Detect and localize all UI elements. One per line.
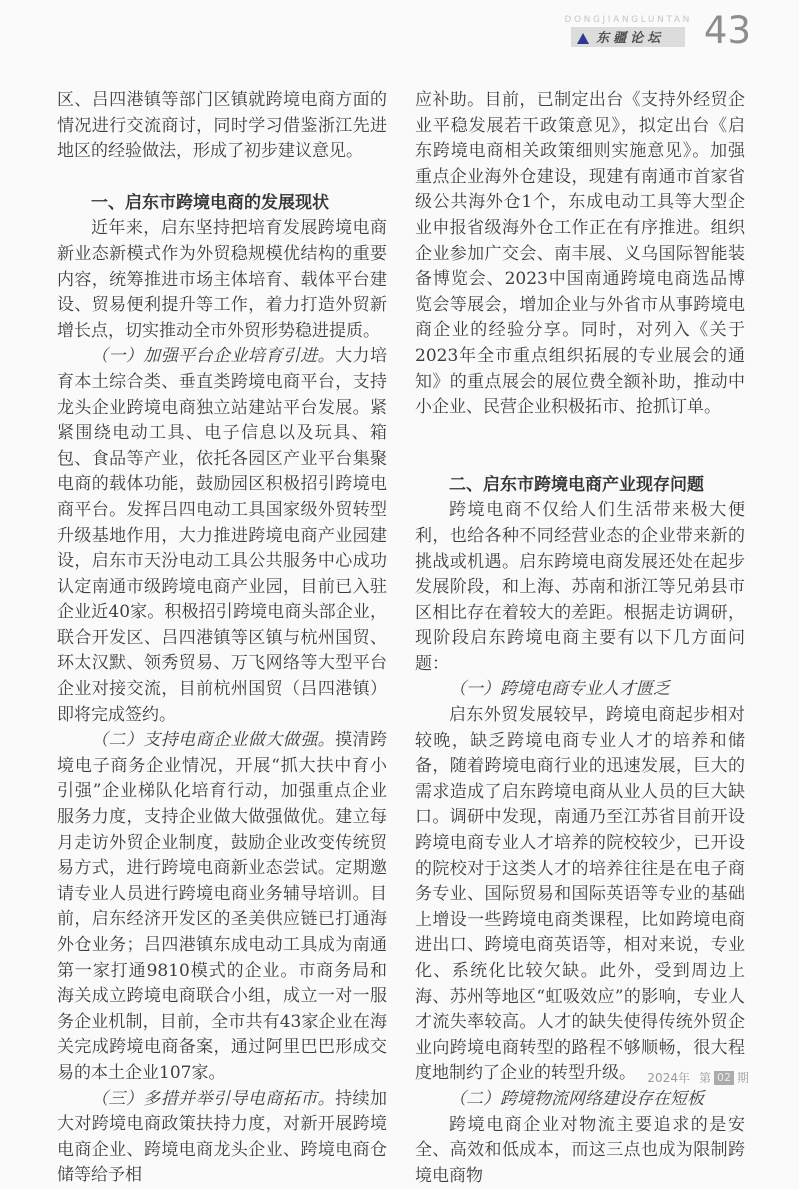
page-header: [564, 9, 751, 52]
section-1-heading: 一、启东市跨境电商的发展现状: [91, 192, 329, 213]
article-body: [57, 88, 745, 1189]
journal-name-cn: 东疆论坛: [596, 31, 665, 46]
page-number: 43: [703, 9, 751, 52]
paragraph-with-lead: [57, 344, 387, 728]
footer-year: 2024年: [647, 1071, 690, 1085]
subsection-2-heading: （二）跨境物流网络建设存在短板: [449, 1088, 704, 1109]
paragraph-continued: 区、吕四港镇等部门区镇就跨境电商方面的情况进行交流商讨，同时学习借鉴浙江先进地区的经验做法，形成了初步建议意见。: [57, 90, 387, 162]
journal-brand: [564, 15, 691, 47]
paragraph: 近年来，启东坚持把培育发展跨境电商新业态新模式作为外贸稳规模优结构的重要内容，统筹推进市场主体培育、载体平台建设、贸易便利提升等工作，着力打造外贸新增长点，切实推动全市外贸形势稳进提质。: [57, 218, 387, 341]
journal-logo-badge: [571, 27, 685, 47]
page-footer: [647, 1069, 749, 1086]
footer-issue-suffix: 期: [736, 1071, 749, 1085]
item-3-text: 持续加大对跨境电商政策扶持力度，对新开展跨境电商企业、跨境电商龙头企业、跨境电商仓储等给予相: [57, 1088, 387, 1186]
item-1-lead: （一）加强平台企业培育引进。: [91, 346, 336, 367]
item-3-lead: （三）多措并举引导电商拓市。: [91, 1088, 336, 1109]
footer-issue-prefix: 第: [698, 1071, 711, 1085]
item-2-text: 摸清跨境电子商务企业情况，开展“抓大扶中育小引强”企业梯队化培育行动，加强重点企业服务力度，支持企业做大做强做优。建立每月走访外贸企业制度，鼓励企业改变传统贸易方式，进行跨境电商新业态尝试。定期邀请专业人员进行跨境电商业务辅导培训。目前，启东经济开发区的圣美供应链已打通海外仓业务；吕四港镇东成电动工具成为南通第一家打通9810模式的企业。市商务局和海关成立跨境电商联合小组，成立一对一服务企业机制，目前，全市共有43家企业在海关完成跨境电商备案，通过阿里巴巴形成交易的本土企业107家。: [57, 730, 387, 1083]
right-column: [415, 88, 745, 1189]
paragraph-with-lead: [57, 1087, 387, 1189]
item-2-lead: （二）支持电商企业做大做强。: [91, 730, 336, 751]
paragraph-continued: 应补助。目前，已制定出台《支持外经贸企业平稳发展若干政策意见》，拟定出台《启东跨境电商相关政策细则实施意见》。加强重点企业海外仓建设，现建有南通市首家省级公共海外仓1个，东成电动工具等大型企业申报省级海外仓工作正在有序推进。组织企业参加广交会、南丰展、义乌国际智能装备博览会、2023中国南通跨境电商选品博览会等展会，增加企业与外省市从事跨境电商企业的经验分享。同时，对列入《关于2023年全市重点组织拓展的专业展会的通知》的重点展会的展位费全额补助，推动中小企业、民营企业积极拓市、抢抓订单。: [415, 90, 745, 418]
paragraph: 启东外贸发展较早，跨境电商起步相对较晚，缺乏跨境电商专业人才的培养和储备，随着跨境电商行业的迅速发展，巨大的需求造成了启东跨境电商从业人员的巨大缺口。调研中发现，南通乃至江苏省目前开设跨境电商专业人才培养的院校较少，已开设的院校对于这类人才的培养往往是在电子商务专业、国际贸易和国际英语等专业的基础上增设一些跨境电商类课程，比如跨境电商进出口、跨境电商英语等，相对来说，专业化、系统化比较欠缺。此外，受到周边上海、苏州等地区“虹吸效应”的影响，专业人才流失率较高。人才的缺失使得传统外贸企业向跨境电商转型的路程不够顺畅，很大程度地制约了企业的转型升级。: [415, 705, 745, 1084]
section-2-heading: 二、启东市跨境电商产业现存问题: [449, 474, 704, 495]
triangle-logo-icon: [577, 33, 589, 44]
subsection-1-heading: （一）跨境电商专业人才匮乏: [449, 679, 670, 700]
left-column: [57, 88, 387, 1189]
footer-issue-number: 02: [714, 1071, 734, 1085]
paragraph: 跨境电商企业对物流主要追求的是安全、高效和低成本，而这三点也成为限制跨境电商物: [415, 1114, 745, 1186]
paragraph: 跨境电商不仅给人们生活带来极大便利，也给各种不同经营业态的企业带来新的挑战或机遇。启东跨境电商发展还处在起步发展阶段，和上海、苏南和浙江等兄弟县市区相比存在着较大的差距。根据走访调研，现阶段启东跨境电商主要有以下几方面问题：: [415, 500, 745, 674]
journal-name-latin: DONGJIANGLUNTAN: [564, 14, 692, 25]
paragraph-with-lead: [57, 728, 387, 1086]
item-1-text: 大力培育本土综合类、垂直类跨境电商平台，支持龙头企业跨境电商独立站建站平台发展。紧紧围绕电动工具、电子信息以及玩具、箱包、食品等产业，依托各园区产业平台集聚电商的载体功能，鼓励园区积极招引跨境电商平台。发挥吕四电动工具国家级外贸转型升级基地作用，大力推进跨境电商产业园建设，启东市天汾电动工具公共服务中心成功认定南通市级跨境电商产业园，目前已入驻企业近40家。积极招引跨境电商头部企业，联合开发区、吕四港镇等区镇与杭州国贸、环太汉默、领秀贸易、万飞网络等大型平台企业对接交流，目前杭州国贸（吕四港镇）即将完成签约。: [57, 346, 387, 725]
